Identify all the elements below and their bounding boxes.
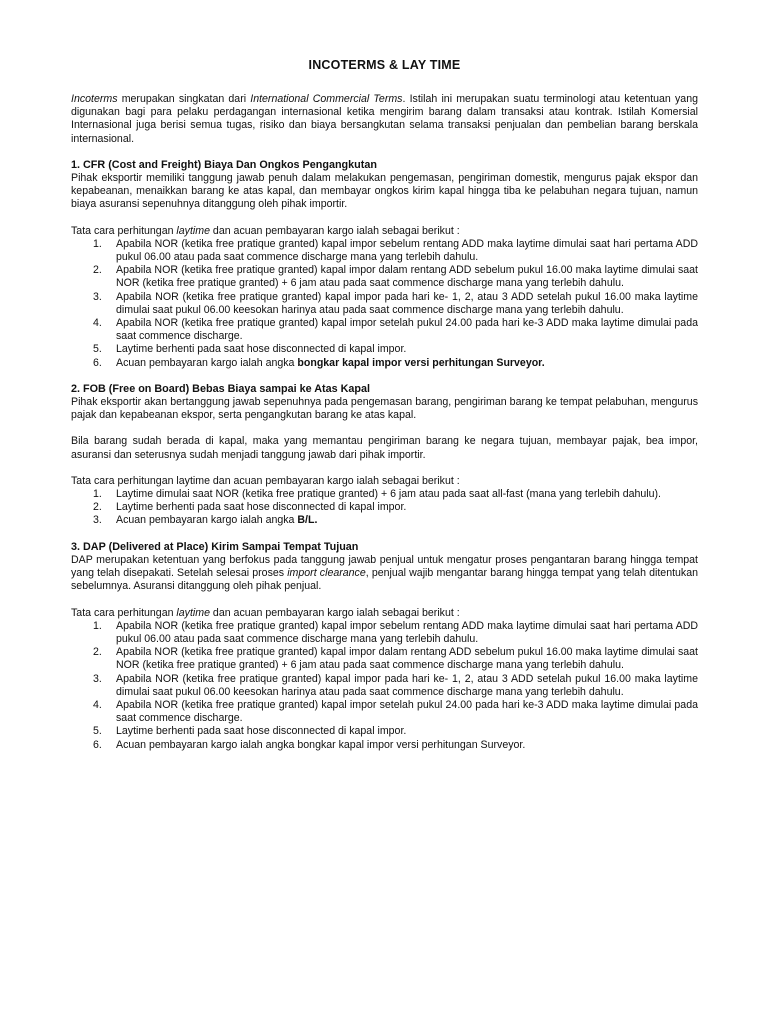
list-item-text: Apabila NOR (ketika free pratique granted) kapal impor sebelum rentang ADD maka laytime dimulai saat hari pertama ADD pukul 06.00 atau pada saat commence discharge mana yang terlebih dahulu. — [116, 237, 698, 264]
list-item-text: Apabila NOR (ketika free pratique granted) kapal impor setelah pukul 24.00 pada hari ke-3 ADD maka laytime dimulai pada saat commence discharge. — [116, 698, 698, 725]
list-number: 3. — [93, 290, 102, 303]
cfr-lead-a: Tata cara perhitungan — [71, 224, 177, 237]
section-dap-lead — [71, 607, 698, 620]
list-number: 3. — [93, 672, 102, 685]
dap-lead-b: laytime — [176, 606, 210, 619]
list-item — [71, 357, 698, 370]
dap-para-a: DAP merupakan ketentuan yang berfokus pada tanggung jawab penjual untuk mengatur proses pengantaran barang hingga tempat yang telah disepakati. Setelah selesai proses — [71, 553, 698, 580]
list-item — [71, 673, 698, 699]
dap-para-c: , penjual wajib mengantar barang hingga tempat yang telah ditentukan sebelumnya. Asuransi ditanggung oleh pihak penjual. — [71, 567, 699, 593]
list-item-text: Acuan pembayaran kargo ialah angka — [116, 514, 298, 527]
list-number: 3. — [93, 514, 102, 527]
list-item — [71, 291, 698, 317]
intro-term-expansion: International Commercial Terms — [250, 93, 403, 105]
section-fob-paragraph-2: Bila barang sudah berada di kapal, maka yang memantau pengiriman barang ke negara tujuan, membayar pajak, bea impor, asuransi dan seterusnya sudah menjadi tanggung jawab dari pihak importir. — [71, 435, 698, 461]
dap-lead-a: Tata cara perhitungan — [71, 606, 177, 619]
list-item-text: Apabila NOR (ketika free pratique granted) kapal impor pada hari ke- 1, 2, atau 3 ADD setelah pukul 16.00 maka laytime dimulai saat pukul 06.00 keesokan harinya atau pada saat commence discharge mana yang terlebih dahulu. — [116, 290, 698, 316]
list-item-text: Apabila NOR (ketika free pratique granted) kapal impor sebelum rentang ADD maka laytime dimulai saat hari pertama ADD pukul 06.00 atau pada saat commence discharge mana yang terlebih dahulu. — [116, 619, 698, 645]
section-cfr-lead — [71, 225, 698, 238]
list-item-text: Acuan pembayaran kargo ialah angka bongkar kapal impor versi perhitungan Surveyor. — [116, 738, 526, 751]
dap-lead-c: dan acuan pembayaran kargo ialah sebagai berikut : — [209, 606, 460, 619]
document-body — [71, 57, 698, 752]
list-item-text: Apabila NOR (ketika free pratique granted) kapal impor setelah pukul 24.00 pada hari ke-3 ADD maka laytime dimulai pada saat commence discharge. — [116, 317, 698, 343]
section-fob-list — [71, 488, 698, 528]
list-number: 6. — [93, 738, 102, 751]
list-item — [71, 264, 698, 290]
list-item — [71, 514, 698, 527]
list-item-bold-text: B/L. — [297, 514, 318, 527]
dap-para-b: import clearance — [287, 567, 366, 580]
list-item — [71, 646, 698, 672]
list-item — [71, 238, 698, 264]
list-item — [71, 699, 698, 725]
list-item — [71, 739, 698, 752]
section-fob-lead: Tata cara perhitungan laytime dan acuan pembayaran kargo ialah sebagai berikut : — [71, 474, 460, 487]
list-item-text: Apabila NOR (ketika free pratique granted) kapal impor dalam rentang ADD sebelum pukul 16.00 maka laytime dimulai saat NOR (ketika free pratique granted) + 6 jam atau pada saat commence discharge mana yang terlebih dahulu. — [116, 646, 698, 672]
list-item-text: Laytime berhenti pada saat hose disconnected di kapal impor. — [116, 501, 407, 514]
cfr-lead-c: dan acuan pembayaran kargo ialah sebagai berikut : — [209, 224, 460, 237]
list-item — [71, 501, 698, 514]
list-number: 6. — [93, 356, 102, 369]
section-cfr-list — [71, 238, 698, 370]
cfr-lead-b: laytime — [176, 224, 210, 237]
section-fob-heading: 2. FOB (Free on Board) Bebas Biaya sampai ke Atas Kapal — [71, 382, 371, 395]
list-number: 2. — [93, 501, 102, 514]
list-number: 5. — [93, 343, 102, 356]
list-number: 4. — [93, 317, 102, 330]
section-cfr-heading: 1. CFR (Cost and Freight) Biaya Dan Ongkos Pengangkutan — [71, 158, 377, 171]
list-number: 1. — [93, 488, 102, 501]
list-number: 4. — [93, 698, 102, 711]
list-item-bold-text: bongkar kapal impor versi perhitungan Surveyor. — [297, 356, 545, 369]
list-item-text: Laytime dimulai saat NOR (ketika free pratique granted) + 6 jam atau pada saat all-fast (mana yang terlebih dahulu). — [116, 488, 661, 501]
section-dap-heading: 3. DAP (Delivered at Place) Kirim Sampai Tempat Tujuan — [71, 540, 359, 553]
section-cfr-paragraph: Pihak eksportir memiliki tanggung jawab penuh dalam melakukan pengemasan, pengiriman domestik, mengurus pajak ekspor dan kepabeanan, menaikkan barang ke atas kapal, dan membayar ongkos kirim kapal hingga tiba ke pelabuhan negara tujuan, namun biaya asuransi sepenuhnya ditanggung oleh pihak importir. — [71, 172, 698, 211]
intro-text-2: . Istilah ini merupakan suatu terminologi atau ketentuan yang digunakan bagi para pelaku perdagangan internasional ketika mengirim barang dalam transaksi atau kontrak. Istilah Komersial Internasional juga berisi semua tugas, risiko dan biaya bersangkutan selama transaksi penjualan dan pembelian barang berskala internasional. — [71, 93, 698, 145]
intro-paragraph — [71, 93, 698, 146]
list-item-text: Laytime berhenti pada saat hose disconnected di kapal impor. — [116, 343, 407, 356]
intro-term: Incoterms — [71, 93, 118, 105]
list-item — [71, 343, 698, 356]
list-item-text: Apabila NOR (ketika free pratique granted) kapal impor dalam rentang ADD sebelum pukul 16.00 maka laytime dimulai saat NOR (ketika free pratique granted) + 6 jam atau pada saat commence discharge mana yang terlebih dahulu. — [116, 264, 698, 290]
list-number: 2. — [93, 646, 102, 659]
intro-text-1: merupakan singkatan dari — [117, 93, 251, 105]
list-number: 1. — [93, 237, 102, 250]
page-title: INCOTERMS & LAY TIME — [308, 58, 461, 72]
list-item — [71, 317, 698, 343]
list-number: 2. — [93, 264, 102, 277]
section-dap-list — [71, 620, 698, 752]
list-item — [71, 488, 698, 501]
list-item-text: Apabila NOR (ketika free pratique granted) kapal impor pada hari ke- 1, 2, atau 3 ADD setelah pukul 16.00 maka laytime dimulai saat pukul 06.00 keesokan harinya atau pada saat commence discharge mana yang terlebih dahulu. — [116, 672, 698, 698]
list-number: 1. — [93, 619, 102, 632]
list-item — [71, 620, 698, 646]
section-fob-paragraph-1: Pihak eksportir akan bertanggung jawab sepenuhnya pada pengemasan barang, pengiriman barang ke tempat pelabuhan, mengurus pajak dan kepabeanan ekspor, serta pengangkutan barang ke atas kapal. — [71, 396, 698, 422]
list-number: 5. — [93, 725, 102, 738]
section-dap-paragraph — [71, 554, 698, 594]
list-item-text: Laytime berhenti pada saat hose disconnected di kapal impor. — [116, 725, 407, 738]
list-item — [71, 725, 698, 738]
list-item-text: Acuan pembayaran kargo ialah angka — [116, 356, 298, 369]
